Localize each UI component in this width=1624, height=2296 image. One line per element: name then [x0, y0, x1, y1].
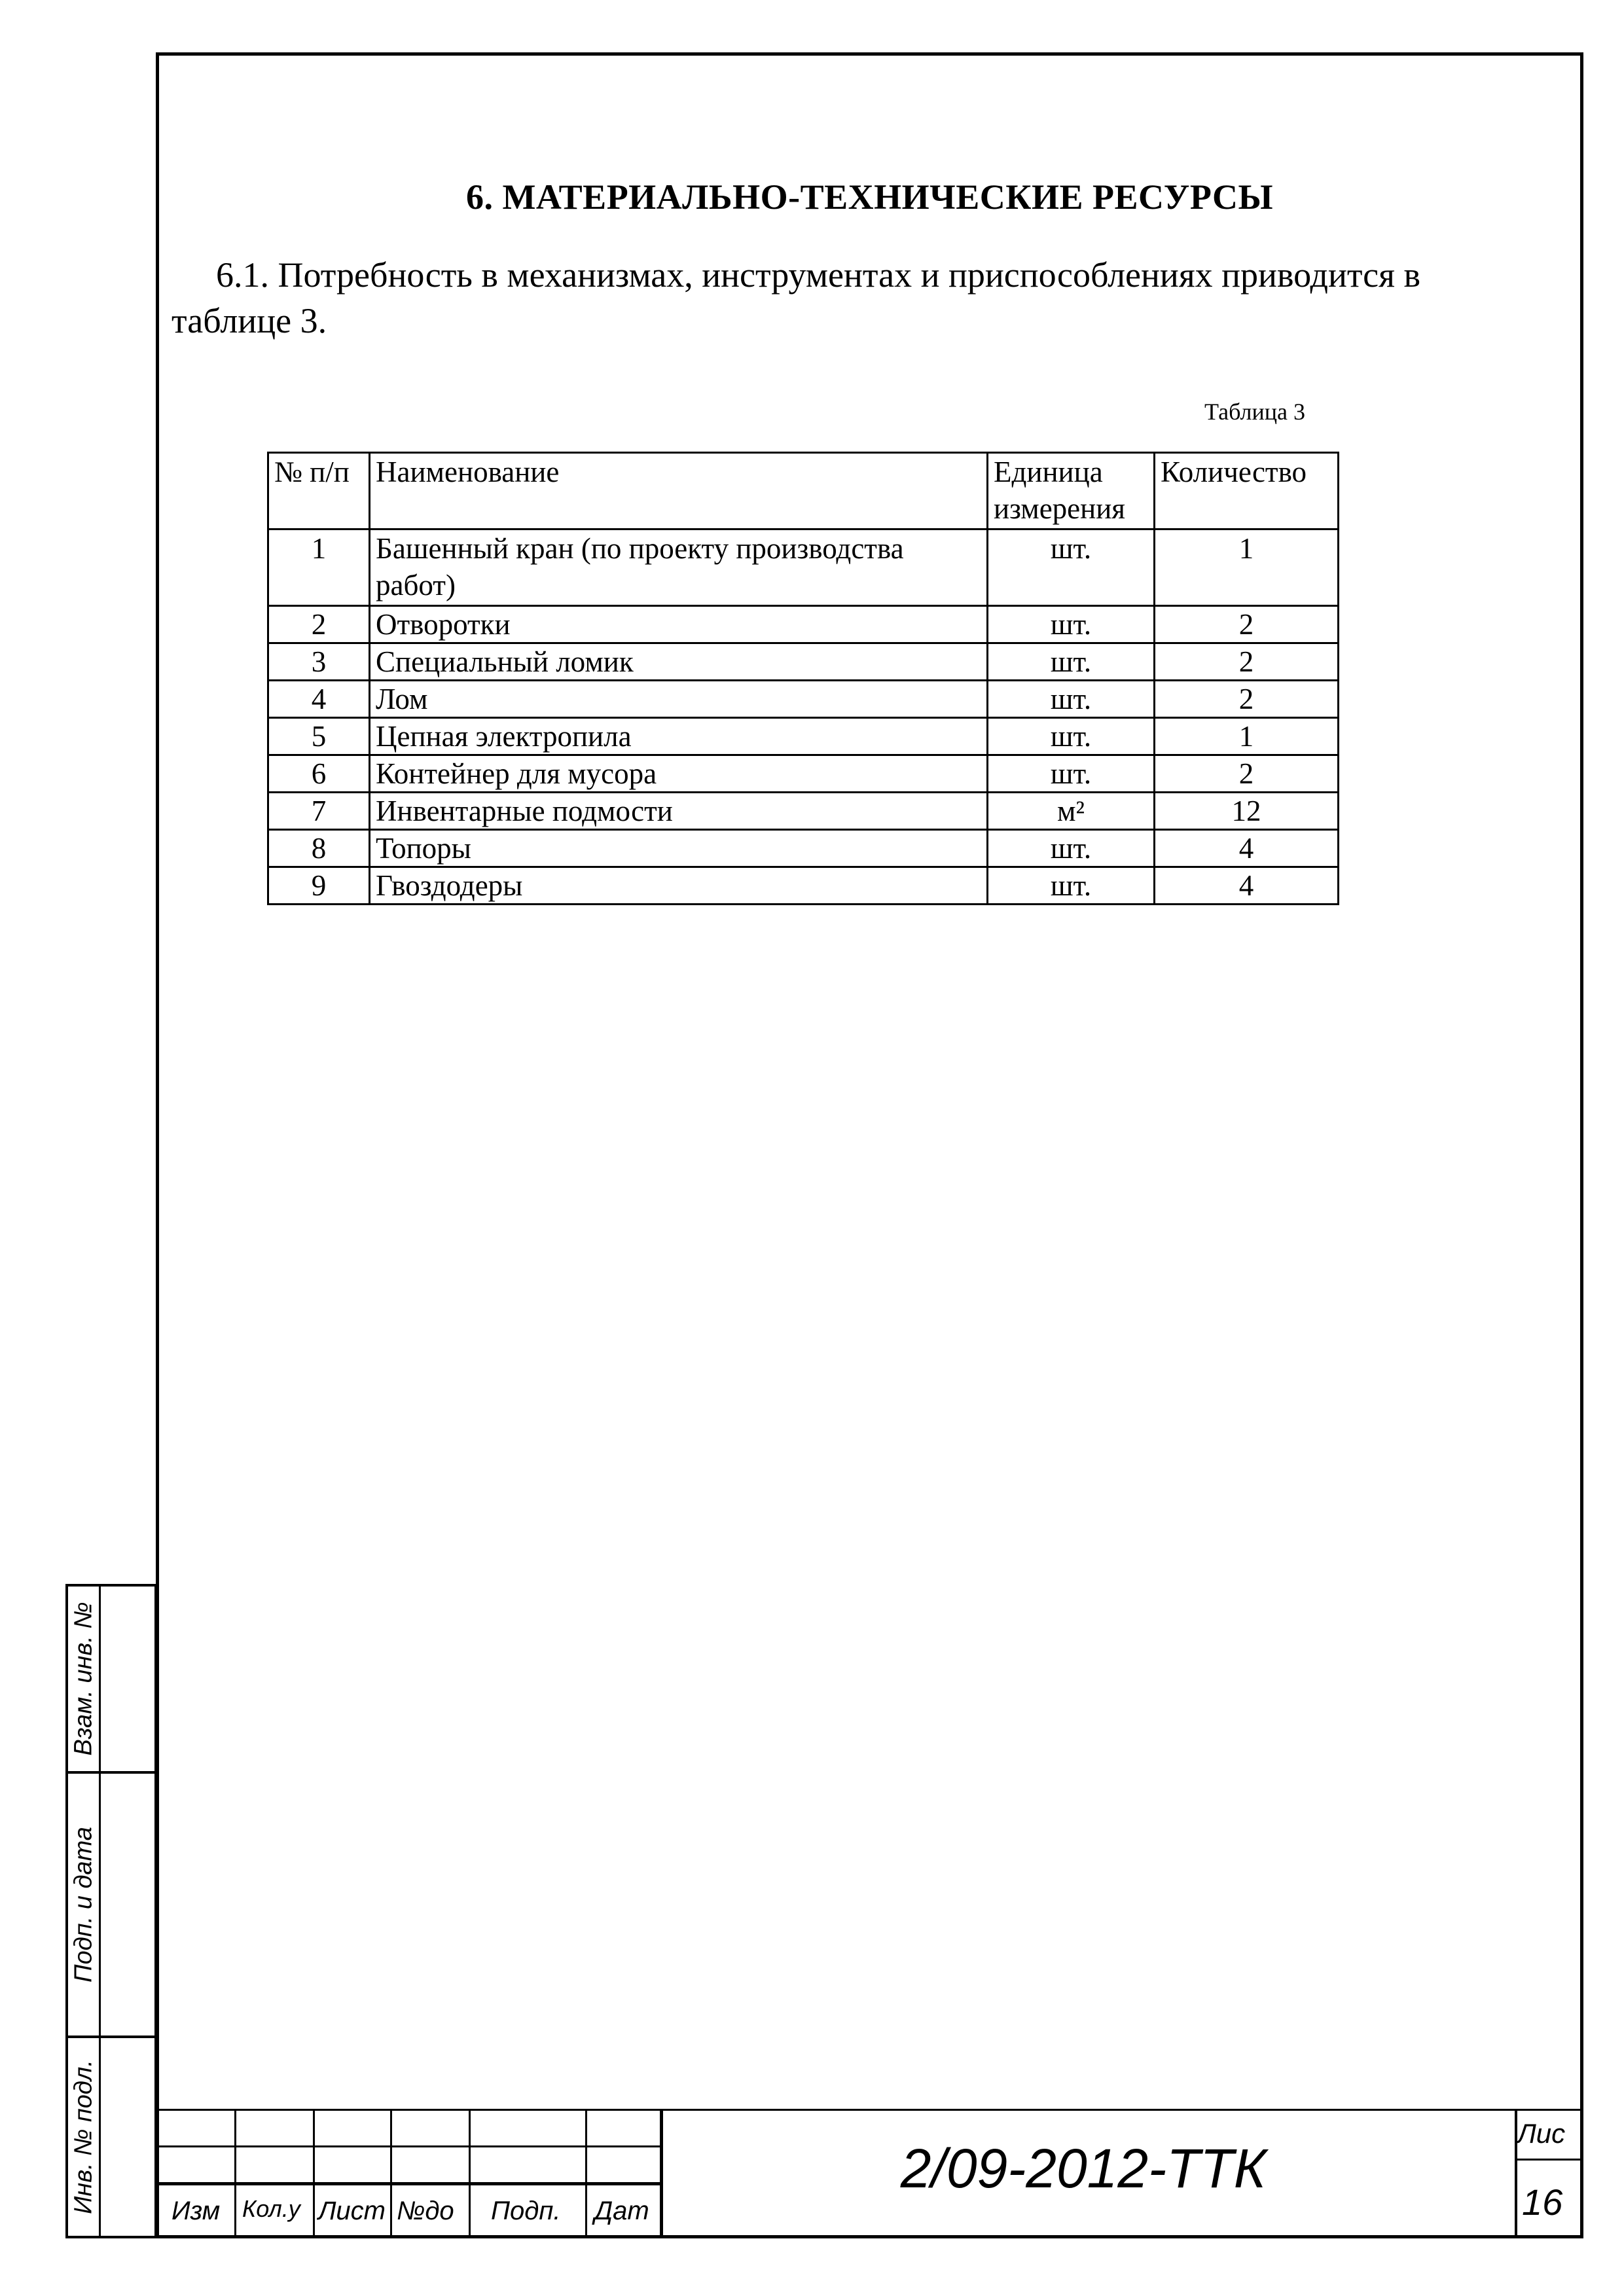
label-list: Лист — [318, 2197, 386, 2225]
cell-unit: шт. — [988, 755, 1155, 793]
sheet-label: Лис — [1517, 2118, 1566, 2149]
stamp-podp — [65, 1771, 157, 2038]
document-code: 2/09-2012-ТТК — [900, 2138, 1267, 2199]
table-caption: Таблица 3 — [1204, 399, 1305, 425]
cell-quantity: 12 — [1155, 793, 1339, 830]
cell-unit: шт. — [988, 606, 1155, 643]
cell-number: 8 — [268, 830, 370, 867]
cell-quantity: 2 — [1155, 755, 1339, 793]
cell-quantity: 1 — [1155, 529, 1339, 606]
cell-name: Отворотки — [370, 606, 988, 643]
cell-name: Специальный ломик — [370, 643, 988, 681]
cell-name: Контейнер для мусора — [370, 755, 988, 793]
header-name: Наименование — [370, 453, 988, 529]
table-row — [268, 718, 1339, 755]
cell-number: 2 — [268, 606, 370, 643]
header-unit: Единица измерения — [988, 453, 1155, 529]
cell-name: Цепная электропила — [370, 718, 988, 755]
cell-unit: шт. — [988, 529, 1155, 606]
table-row — [268, 606, 1339, 643]
cell-unit: шт. — [988, 718, 1155, 755]
stamp-inv-label: Инв. № подл. — [69, 2060, 97, 2214]
cell-unit: шт. — [988, 681, 1155, 718]
cell-number: 9 — [268, 867, 370, 905]
cell-number: 1 — [268, 529, 370, 606]
label-izm: Изм — [171, 2197, 221, 2225]
stamp-vzam-label: Взам. инв. № — [69, 1602, 97, 1756]
cell-number: 7 — [268, 793, 370, 830]
cell-number: 4 — [268, 681, 370, 718]
cell-name: Инвентарные подмости — [370, 793, 988, 830]
cell-unit: м² — [988, 793, 1155, 830]
title-block-top-line — [156, 2109, 1583, 2111]
label-podp: Подп. — [491, 2197, 561, 2225]
title-block-col-line — [585, 2109, 587, 2238]
cell-quantity: 2 — [1155, 643, 1339, 681]
table-header-row — [268, 453, 1339, 529]
stamp-podp-label: Подп. и дата — [69, 1827, 97, 1982]
title-block-col-line — [469, 2109, 471, 2238]
table-row — [268, 867, 1339, 905]
cell-quantity: 2 — [1155, 606, 1339, 643]
header-number: № п/п — [268, 453, 370, 529]
title-block-sheet-line — [1515, 2159, 1583, 2161]
stamp-inv — [65, 2036, 157, 2238]
cell-quantity: 4 — [1155, 830, 1339, 867]
title-block-row-line — [156, 2182, 660, 2185]
cell-number: 6 — [268, 755, 370, 793]
cell-name: Лом — [370, 681, 988, 718]
table-row — [268, 793, 1339, 830]
title-block-col-line — [234, 2109, 236, 2238]
page-frame — [156, 52, 1583, 2238]
table-row — [268, 755, 1339, 793]
cell-quantity: 4 — [1155, 867, 1339, 905]
cell-quantity: 2 — [1155, 681, 1339, 718]
section-paragraph: 6.1. Потребность в механизмах, инструментах и приспособлениях приводится в таблице 3. — [171, 255, 1420, 340]
stamp-vzam — [65, 1584, 157, 1774]
section-title: 6. МАТЕРИАЛЬНО-ТЕХНИЧЕСКИЕ РЕСУРСЫ — [465, 177, 1274, 217]
cell-number: 5 — [268, 718, 370, 755]
label-kolu: Кол.у — [242, 2195, 300, 2222]
cell-unit: шт. — [988, 643, 1155, 681]
table-row — [268, 643, 1339, 681]
title-block-col-line — [313, 2109, 315, 2238]
header-quantity: Количество — [1155, 453, 1339, 529]
title-block-col-line — [390, 2109, 392, 2238]
table-row — [268, 529, 1339, 606]
cell-number: 3 — [268, 643, 370, 681]
title-block-row-line — [156, 2145, 660, 2147]
label-dat: Дат — [594, 2197, 649, 2225]
cell-unit: шт. — [988, 867, 1155, 905]
table-row — [268, 830, 1339, 867]
resources-table — [267, 452, 1339, 905]
cell-name: Топоры — [370, 830, 988, 867]
table-row — [268, 681, 1339, 718]
sheet-number: 16 — [1522, 2181, 1563, 2223]
cell-unit: шт. — [988, 830, 1155, 867]
label-ndo: №до — [397, 2197, 454, 2225]
cell-quantity: 1 — [1155, 718, 1339, 755]
cell-name: Башенный кран (по проекту производства работ) — [370, 529, 988, 606]
cell-name: Гвоздодеры — [370, 867, 988, 905]
